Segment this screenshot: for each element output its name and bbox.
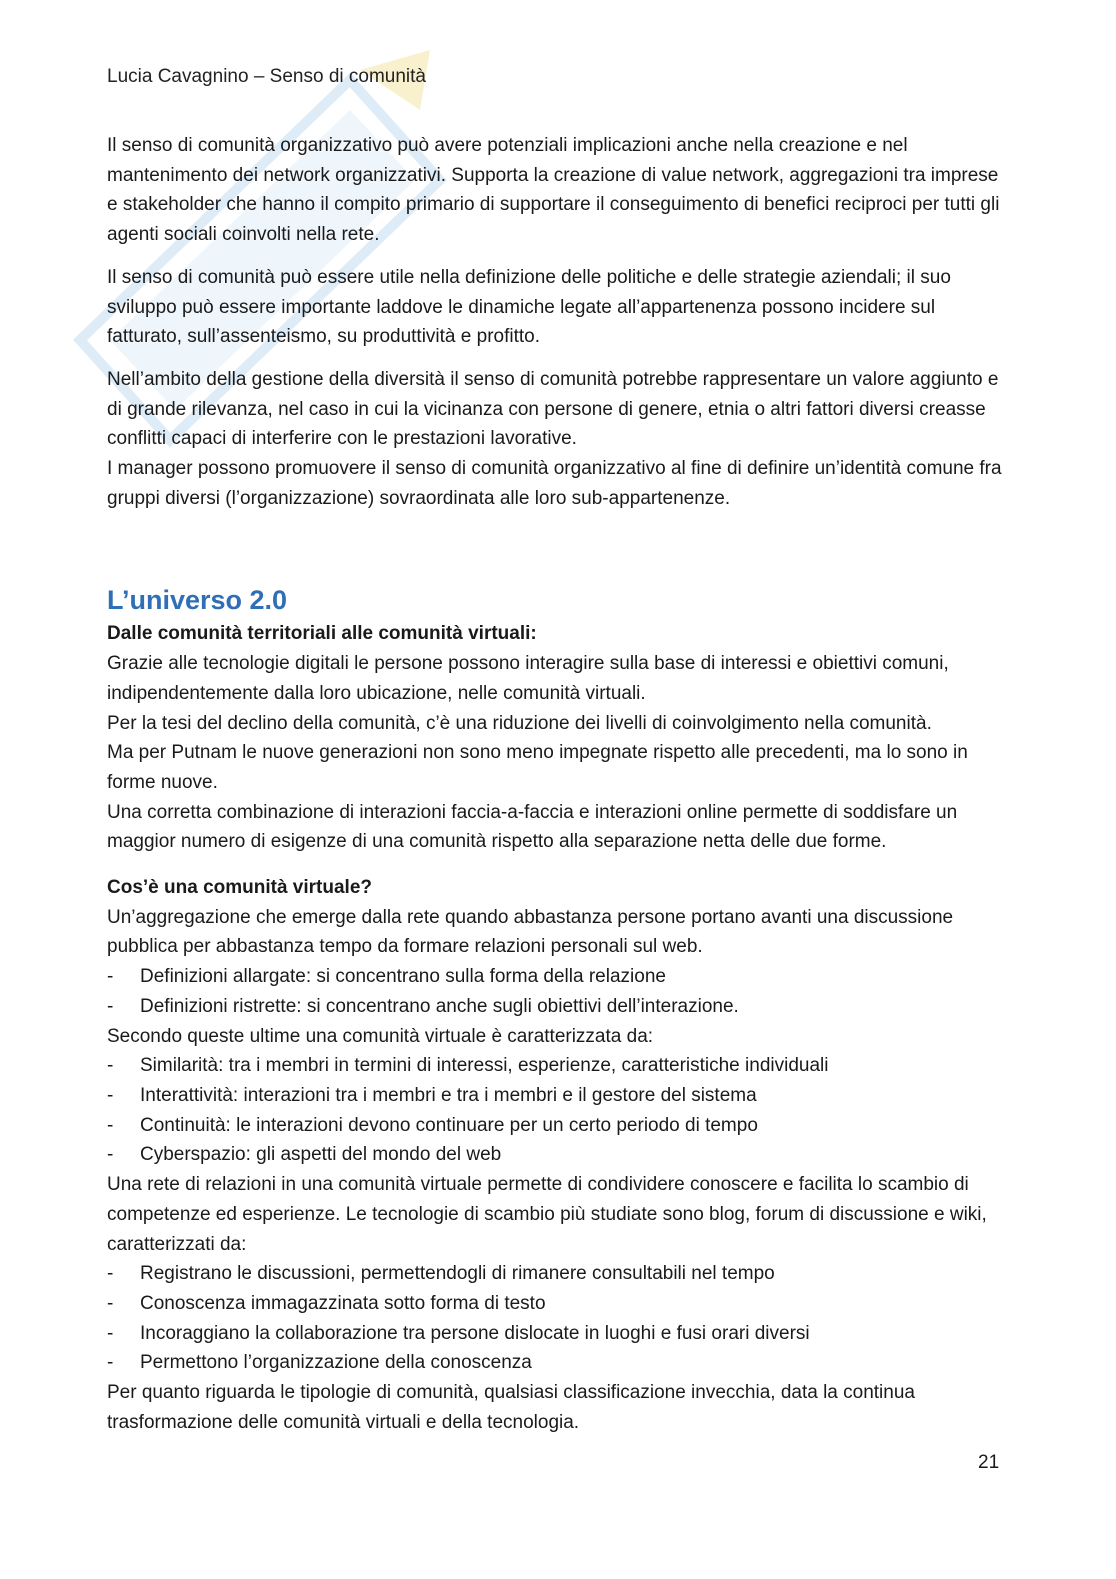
list-item: - Permettono l’organizzazione della conoscenza bbox=[107, 1348, 1007, 1378]
dash-bullet: - bbox=[107, 966, 114, 988]
dash-bullet: - bbox=[107, 1144, 114, 1166]
subheading: Cos’è una comunità virtuale? bbox=[107, 877, 372, 899]
paragraph: Per la tesi del declino della comunità, c’è una riduzione dei livelli di coinvolgimento nella comunità. bbox=[107, 712, 932, 734]
list-item: - Definizioni allargate: si concentrano sulla forma della relazione bbox=[107, 962, 1007, 992]
page-header: Lucia Cavagnino – Senso di comunità bbox=[107, 66, 426, 87]
dash-bullet: - bbox=[107, 1114, 114, 1136]
paragraph: Un’aggregazione che emerge dalla rete quando abbastanza persone portano avanti una discussione pubblica per abbastanza tempo da formare relazioni personali sul web. bbox=[107, 906, 954, 958]
technology-features-list bbox=[107, 1259, 1007, 1378]
paragraph: Secondo queste ultime una comunità virtuale è caratterizzata da: bbox=[107, 1025, 654, 1047]
definition-list bbox=[107, 962, 1007, 1021]
dash-bullet: - bbox=[107, 995, 114, 1017]
document-body bbox=[107, 131, 1007, 1437]
paragraph: Una corretta combinazione di interazioni faccia-a-faccia e interazioni online permette di soddisfare un maggior numero di esigenze di una comunità rispetto alla separazione netta delle due forme. bbox=[107, 801, 958, 853]
list-item: - Incoraggiano la collaborazione tra persone dislocate in luoghi e fusi orari diversi bbox=[107, 1319, 1007, 1349]
dash-bullet: - bbox=[107, 1322, 114, 1344]
dash-bullet: - bbox=[107, 1352, 114, 1374]
list-item: - Similarità: tra i membri in termini di interessi, esperienze, caratteristiche individuali bbox=[107, 1051, 1007, 1081]
dash-bullet: - bbox=[107, 1292, 114, 1314]
section-title: L’universo 2.0 bbox=[107, 585, 288, 616]
list-item: - Interattività: interazioni tra i membri e tra i membri e il gestore del sistema bbox=[107, 1081, 1007, 1111]
paragraph: I manager possono promuovere il senso di comunità organizzativo al fine di definire un’identità comune fra gruppi diversi (l’organizzazione) sovraordinata alle loro sub-appartenenze. bbox=[107, 458, 1002, 509]
list-item: - Cyberspazio: gli aspetti del mondo del web bbox=[107, 1140, 1007, 1170]
paragraph: Una rete di relazioni in una comunità virtuale permette di condividere conoscere e facilita lo scambio di competenze ed esperienze. Le tecnologie di scambio più studiate sono blog, forum di discussione e wiki, caratterizzati da: bbox=[107, 1174, 987, 1255]
list-item: - Registrano le discussioni, permettendogli di rimanere consultabili nel tempo bbox=[107, 1259, 1007, 1289]
paragraph: Ma per Putnam le nuove generazioni non sono meno impegnate rispetto alle precedenti, ma lo sono in forme nuove. bbox=[107, 742, 968, 793]
characteristics-list bbox=[107, 1051, 1007, 1170]
list-item: - Conoscenza immagazzinata sotto forma di testo bbox=[107, 1289, 1007, 1319]
paragraph: Il senso di comunità può essere utile nella definizione delle politiche e delle strategie aziendali; il suo sviluppo può essere importante laddove le dinamiche legate all’appartenenza possono incidere sul fatturato, sull’assenteismo, su produttività e profitto. bbox=[107, 266, 951, 348]
page-number: 21 bbox=[978, 1452, 1000, 1473]
list-item: - Continuità: le interazioni devono continuare per un certo periodo di tempo bbox=[107, 1111, 1007, 1141]
paragraph: Il senso di comunità organizzativo può avere potenziali implicazioni anche nella creazione e nel mantenimento dei network organizzativi. Supporta la creazione di value network, aggregazioni tra imprese e stakeholder che hanno il compito primario di supportare il conseguimento di benefici reciproci per tutti gli agenti sociali coinvolti nella rete. bbox=[107, 135, 1000, 246]
subheading: Dalle comunità territoriali alle comunità virtuali: bbox=[107, 623, 537, 645]
paragraph: Nell’ambito della gestione della diversità il senso di comunità potrebbe rappresentare un valore aggiunto e di grande rilevanza, nel caso in cui la vicinanza con persone di genere, etnia o altri fattori diversi creasse conflitti capaci di interferire con le prestazioni lavorative. bbox=[107, 368, 999, 450]
list-item: - Definizioni ristrette: si concentrano anche sugli obiettivi dell’interazione. bbox=[107, 992, 1007, 1022]
paragraph: Grazie alle tecnologie digitali le persone possono interagire sulla base di interessi e obiettivi comuni, indipendentemente dalla loro ubicazione, nelle comunità virtuali. bbox=[107, 653, 949, 704]
dash-bullet: - bbox=[107, 1084, 114, 1106]
dash-bullet: - bbox=[107, 1263, 114, 1285]
paragraph: Per quanto riguarda le tipologie di comunità, qualsiasi classificazione invecchia, data la continua trasformazione delle comunità virtuali e della tecnologia. bbox=[107, 1382, 915, 1433]
dash-bullet: - bbox=[107, 1055, 114, 1077]
